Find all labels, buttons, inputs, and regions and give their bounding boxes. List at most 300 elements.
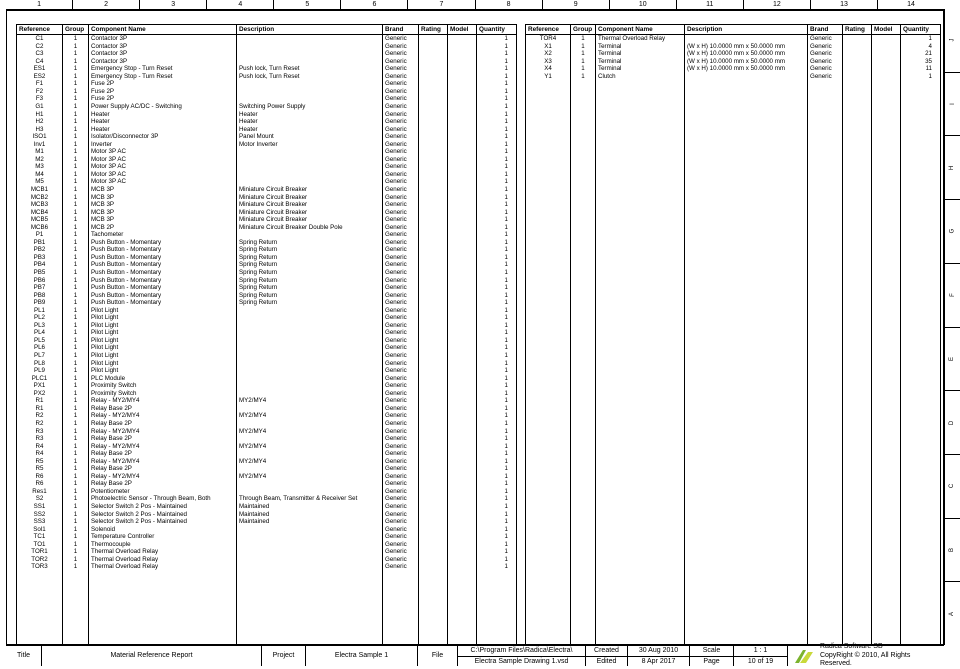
table-cell: F3 xyxy=(17,95,63,103)
table-cell: Spring Return xyxy=(237,299,383,307)
table-cell xyxy=(419,239,448,247)
table-cell xyxy=(448,110,477,118)
table-cell: SS3 xyxy=(17,518,63,526)
table-cell: Generic xyxy=(383,58,419,66)
table-cell xyxy=(448,518,477,526)
table-cell: 1 xyxy=(477,133,517,141)
table-cell: Generic xyxy=(383,43,419,51)
table-cell: Generic xyxy=(383,503,419,511)
table-cell xyxy=(419,382,448,390)
table-cell: PL4 xyxy=(17,329,63,337)
table-cell xyxy=(237,480,383,488)
project-label: Project xyxy=(262,646,306,666)
table-cell xyxy=(448,50,477,58)
table-cell: Proximity Switch xyxy=(89,382,237,390)
table-cell xyxy=(237,231,383,239)
table-cell: Thermal Overload Relay xyxy=(89,563,237,571)
table-cell: Through Beam, Transmitter & Receiver Set xyxy=(237,495,383,503)
table-cell: Generic xyxy=(383,390,419,398)
table-cell: 1 xyxy=(477,556,517,564)
table-cell: 1 xyxy=(63,450,89,458)
table-cell: 1 xyxy=(477,58,517,66)
table-cell: Heater xyxy=(237,118,383,126)
table-cell: PL6 xyxy=(17,344,63,352)
table-filler-cell xyxy=(526,80,571,644)
table-cell xyxy=(448,337,477,345)
table-cell: 1 xyxy=(477,480,517,488)
table-cell xyxy=(448,254,477,262)
table-cell xyxy=(448,360,477,368)
table-cell xyxy=(419,314,448,322)
table-cell xyxy=(237,367,383,375)
table-cell: PLC Module xyxy=(89,375,237,383)
table-cell: 1 xyxy=(63,427,89,435)
table-row xyxy=(17,231,517,239)
table-cell: 1 xyxy=(63,367,89,375)
table-cell: Generic xyxy=(383,156,419,164)
created-value: 30 Aug 2010 xyxy=(628,646,689,657)
table-cell: PL1 xyxy=(17,307,63,315)
table-row xyxy=(526,50,941,58)
column-ruler-label: 1 xyxy=(6,0,73,10)
table-row xyxy=(526,73,941,81)
table-cell xyxy=(448,224,477,232)
table-cell: Emergency Stop - Turn Reset xyxy=(89,73,237,81)
table-cell: Isolator/Disconnector 3P xyxy=(89,133,237,141)
company-block xyxy=(788,643,944,668)
table-cell: Push lock, Turn Reset xyxy=(237,73,383,81)
table-cell: 1 xyxy=(63,405,89,413)
table-cell xyxy=(843,65,872,73)
table-row xyxy=(17,480,517,488)
table-cell: Heater xyxy=(89,110,237,118)
table-cell: Generic xyxy=(808,73,843,81)
table-cell xyxy=(448,277,477,285)
table-row xyxy=(17,307,517,315)
table-cell: 1 xyxy=(477,80,517,88)
table-cell: Generic xyxy=(383,148,419,156)
table-cell: 1 xyxy=(63,420,89,428)
table-cell: Generic xyxy=(383,224,419,232)
table-cell xyxy=(448,231,477,239)
table-cell xyxy=(448,292,477,300)
table-cell: 1 xyxy=(63,171,89,179)
table-cell: 1 xyxy=(63,209,89,217)
table-row xyxy=(17,163,517,171)
table-cell: Generic xyxy=(383,480,419,488)
table-row xyxy=(17,88,517,96)
table-cell xyxy=(237,360,383,368)
table-cell: 1 xyxy=(477,261,517,269)
table-row xyxy=(17,541,517,549)
table-cell: 1 xyxy=(63,178,89,186)
table-cell: Heater xyxy=(237,126,383,134)
table-cell: Temperature Controller xyxy=(89,533,237,541)
table-cell: R3 xyxy=(17,435,63,443)
table-cell xyxy=(448,473,477,481)
scale-label: Scale xyxy=(690,646,733,657)
table-cell: Y1 xyxy=(526,73,571,81)
row-ruler-label: E xyxy=(949,356,956,361)
table-cell: Potentiometer xyxy=(89,488,237,496)
column-header: Quantity xyxy=(477,25,517,35)
table-cell: Generic xyxy=(383,65,419,73)
table-cell xyxy=(448,541,477,549)
table-cell xyxy=(843,35,872,43)
table-row xyxy=(17,261,517,269)
table-cell: 1 xyxy=(63,390,89,398)
table-cell: 1 xyxy=(477,246,517,254)
table-cell: 1 xyxy=(477,201,517,209)
table-cell: Panel Mount xyxy=(237,133,383,141)
table-cell: PB5 xyxy=(17,269,63,277)
copyright-text: CopyRight © 2010, All Rights Reserved. xyxy=(819,651,911,668)
table-cell xyxy=(237,95,383,103)
table-cell xyxy=(419,390,448,398)
table-cell xyxy=(448,307,477,315)
table-cell: 1 xyxy=(477,307,517,315)
table-cell xyxy=(419,556,448,564)
table-cell xyxy=(419,156,448,164)
table-cell: 1 xyxy=(571,43,596,51)
table-row xyxy=(17,435,517,443)
table-cell: X3 xyxy=(526,58,571,66)
table-row xyxy=(17,80,517,88)
table-row xyxy=(17,299,517,307)
table-cell: 1 xyxy=(63,548,89,556)
table-cell: Generic xyxy=(383,193,419,201)
table-cell xyxy=(237,450,383,458)
table-cell xyxy=(237,35,383,43)
table-cell: 1 xyxy=(901,35,941,43)
table-row xyxy=(17,488,517,496)
table-cell: 1 xyxy=(63,329,89,337)
table-cell: 1 xyxy=(477,360,517,368)
table-row xyxy=(17,141,517,149)
file-path: C:\Program Files\Radica\Electra\ xyxy=(458,646,585,657)
column-header: Description xyxy=(685,25,808,35)
table-cell: 1 xyxy=(63,95,89,103)
row-ruler-cell xyxy=(945,9,960,73)
table-cell xyxy=(419,548,448,556)
table-cell xyxy=(448,510,477,518)
table-cell xyxy=(419,126,448,134)
table-cell: 1 xyxy=(477,178,517,186)
table-cell: 1 xyxy=(477,337,517,345)
table-cell xyxy=(419,307,448,315)
table-cell: 1 xyxy=(477,533,517,541)
table-cell xyxy=(448,397,477,405)
table-cell: MY2/MY4 xyxy=(237,458,383,466)
date-values xyxy=(628,646,690,666)
table-cell xyxy=(685,35,808,43)
table-cell: Generic xyxy=(383,352,419,360)
table-cell xyxy=(419,397,448,405)
table-cell: Fuse 2P xyxy=(89,80,237,88)
table-cell: Proximity Switch xyxy=(89,390,237,398)
table-cell xyxy=(419,375,448,383)
table-cell xyxy=(237,526,383,534)
table-cell: R5 xyxy=(17,465,63,473)
table-row xyxy=(17,269,517,277)
table-cell xyxy=(419,141,448,149)
table-cell xyxy=(419,193,448,201)
row-ruler-cell xyxy=(945,582,960,645)
table-cell: 1 xyxy=(477,495,517,503)
table-cell: 1 xyxy=(477,390,517,398)
table-cell: 1 xyxy=(63,65,89,73)
table-cell xyxy=(448,65,477,73)
column-ruler-label: 9 xyxy=(543,0,610,10)
table-cell xyxy=(419,405,448,413)
table-cell xyxy=(237,541,383,549)
table-cell: 1 xyxy=(63,118,89,126)
table-cell: M5 xyxy=(17,178,63,186)
table-cell: Generic xyxy=(383,73,419,81)
table-cell: Generic xyxy=(383,510,419,518)
table-cell xyxy=(448,488,477,496)
table-cell xyxy=(237,352,383,360)
table-cell: Generic xyxy=(383,299,419,307)
table-cell: 1 xyxy=(477,88,517,96)
table-cell: 1 xyxy=(477,209,517,217)
table-cell: 1 xyxy=(477,35,517,43)
file-info xyxy=(458,646,586,666)
table-row xyxy=(17,216,517,224)
table-cell: 1 xyxy=(63,224,89,232)
table-cell: MCB1 xyxy=(17,186,63,194)
company-name: Radica Software SB xyxy=(819,643,883,651)
table-row xyxy=(17,292,517,300)
table-cell xyxy=(419,292,448,300)
table-cell: Generic xyxy=(808,43,843,51)
table-cell: 1 xyxy=(63,563,89,571)
table-cell: F1 xyxy=(17,80,63,88)
table-cell: Pilot Light xyxy=(89,360,237,368)
table-cell: Spring Return xyxy=(237,246,383,254)
table-cell: 1 xyxy=(63,518,89,526)
column-header: Brand xyxy=(383,25,419,35)
table-cell: Generic xyxy=(383,495,419,503)
table-row xyxy=(526,43,941,51)
table-cell: Relay - MY2/MY4 xyxy=(89,427,237,435)
table-row xyxy=(17,110,517,118)
table-cell xyxy=(448,178,477,186)
table-row xyxy=(17,126,517,134)
table-cell xyxy=(237,563,383,571)
row-ruler-label: G xyxy=(949,229,956,234)
table-cell xyxy=(419,526,448,534)
column-header: Component Name xyxy=(596,25,685,35)
table-cell xyxy=(448,465,477,473)
row-ruler-label: C xyxy=(949,484,956,489)
table-cell: 1 xyxy=(477,352,517,360)
table-cell: Generic xyxy=(383,322,419,330)
table-cell: Generic xyxy=(383,548,419,556)
table-row xyxy=(17,420,517,428)
table-cell: Spring Return xyxy=(237,284,383,292)
table-row xyxy=(17,103,517,111)
table-cell: 1 xyxy=(477,148,517,156)
table-cell: Heater xyxy=(237,110,383,118)
table-cell: Maintained xyxy=(237,510,383,518)
table-cell: Fuse 2P xyxy=(89,88,237,96)
table-cell: 1 xyxy=(477,518,517,526)
table-cell: TOR3 xyxy=(17,563,63,571)
table-cell xyxy=(448,329,477,337)
table-cell xyxy=(419,43,448,51)
column-header: Description xyxy=(237,25,383,35)
page-value: 10 of 19 xyxy=(747,657,774,665)
table-cell xyxy=(448,390,477,398)
table-filler-cell xyxy=(17,571,63,644)
table-cell: 1 xyxy=(477,405,517,413)
table-cell xyxy=(448,367,477,375)
table-cell xyxy=(448,118,477,126)
table-cell: TOR2 xyxy=(17,556,63,564)
table-cell: 1 xyxy=(477,427,517,435)
table-cell: Generic xyxy=(383,163,419,171)
table-cell: 1 xyxy=(63,465,89,473)
table-cell: 1 xyxy=(63,201,89,209)
table-cell: Push Button - Momentary xyxy=(89,246,237,254)
table-cell xyxy=(448,35,477,43)
table-cell: Generic xyxy=(383,118,419,126)
table-cell: Generic xyxy=(383,563,419,571)
table-cell: Push Button - Momentary xyxy=(89,239,237,247)
table-cell: Generic xyxy=(383,412,419,420)
table-cell: Generic xyxy=(383,307,419,315)
table-cell: 1 xyxy=(477,526,517,534)
table-cell: Pilot Light xyxy=(89,314,237,322)
table-cell: 1 xyxy=(63,473,89,481)
table-cell xyxy=(237,375,383,383)
table-cell: Terminal xyxy=(596,43,685,51)
table-row xyxy=(17,427,517,435)
table-cell xyxy=(448,443,477,451)
table-row xyxy=(17,118,517,126)
table-cell: PL7 xyxy=(17,352,63,360)
table-cell: X4 xyxy=(526,65,571,73)
table-cell: Push Button - Momentary xyxy=(89,254,237,262)
table-filler-row xyxy=(17,571,517,644)
row-ruler-label: I xyxy=(949,103,956,105)
table-cell xyxy=(448,533,477,541)
table-cell xyxy=(237,171,383,179)
table-filler-cell xyxy=(448,571,477,644)
table-cell: 1 xyxy=(63,503,89,511)
table-cell xyxy=(448,88,477,96)
table-row xyxy=(17,58,517,66)
table-cell: Generic xyxy=(808,35,843,43)
title-block xyxy=(6,645,944,666)
table-cell xyxy=(419,103,448,111)
table-cell: Generic xyxy=(383,443,419,451)
table-cell xyxy=(685,73,808,81)
table-cell xyxy=(448,480,477,488)
table-row xyxy=(17,171,517,179)
table-cell: 1 xyxy=(571,35,596,43)
table-cell xyxy=(419,35,448,43)
table-cell xyxy=(419,95,448,103)
table-cell: 1 xyxy=(477,50,517,58)
table-cell: PL3 xyxy=(17,322,63,330)
created-label: Created xyxy=(586,646,627,657)
table-filler-cell xyxy=(685,80,808,644)
table-cell: Spring Return xyxy=(237,254,383,262)
table-cell: MCB 3P xyxy=(89,186,237,194)
table-row xyxy=(17,224,517,232)
table-cell: Spring Return xyxy=(237,292,383,300)
table-cell: Thermal Overload Relay xyxy=(596,35,685,43)
table-cell xyxy=(419,277,448,285)
table-cell: Generic xyxy=(383,382,419,390)
page-label: Page xyxy=(703,657,720,665)
table-cell: 1 xyxy=(477,322,517,330)
table-cell: Pilot Light xyxy=(89,337,237,345)
table-cell: MCB 2P xyxy=(89,224,237,232)
table-cell: 1 xyxy=(477,510,517,518)
row-ruler-cell xyxy=(945,519,960,583)
table-cell: Heater xyxy=(89,126,237,134)
table-cell: 1 xyxy=(477,73,517,81)
table-cell: 1 xyxy=(63,412,89,420)
table-cell: 1 xyxy=(63,284,89,292)
table-cell: Sol1 xyxy=(17,526,63,534)
table-cell: Miniature Circuit Breaker Double Pole xyxy=(237,224,383,232)
table-cell: Generic xyxy=(383,50,419,58)
table-cell xyxy=(419,488,448,496)
table-cell: Generic xyxy=(383,88,419,96)
table-cell: Generic xyxy=(383,209,419,217)
table-cell: Generic xyxy=(383,337,419,345)
table-cell: Generic xyxy=(383,465,419,473)
table-cell: 1 xyxy=(63,50,89,58)
table-cell: 1 xyxy=(63,239,89,247)
table-cell xyxy=(419,88,448,96)
column-ruler-label: 6 xyxy=(341,0,408,10)
table-cell: 1 xyxy=(477,254,517,262)
table-cell: Generic xyxy=(383,133,419,141)
table-cell: 1 xyxy=(63,314,89,322)
table-cell: PB3 xyxy=(17,254,63,262)
table-cell: Generic xyxy=(383,473,419,481)
table-row xyxy=(17,322,517,330)
table-cell xyxy=(419,495,448,503)
table-cell xyxy=(419,329,448,337)
table-cell: Generic xyxy=(383,95,419,103)
table-cell xyxy=(419,231,448,239)
table-cell: (W x H) 10.0000 mm x 50.0000 mm xyxy=(685,43,808,51)
table-cell xyxy=(237,178,383,186)
table-row xyxy=(17,239,517,247)
table-cell: Thermocouple xyxy=(89,541,237,549)
row-ruler-cell xyxy=(945,73,960,137)
table-cell: Relay - MY2/MY4 xyxy=(89,412,237,420)
table-cell: 1 xyxy=(477,412,517,420)
table-cell: 1 xyxy=(63,375,89,383)
table-cell: 1 xyxy=(63,80,89,88)
table-cell: Miniature Circuit Breaker xyxy=(237,216,383,224)
table-cell: 1 xyxy=(63,541,89,549)
table-filler-cell xyxy=(63,571,89,644)
table-cell: SS1 xyxy=(17,503,63,511)
table-cell: 1 xyxy=(477,239,517,247)
table-cell: Selector Switch 2 Pos - Maintained xyxy=(89,518,237,526)
table-cell xyxy=(237,148,383,156)
table-cell xyxy=(448,556,477,564)
table-cell: Generic xyxy=(383,141,419,149)
